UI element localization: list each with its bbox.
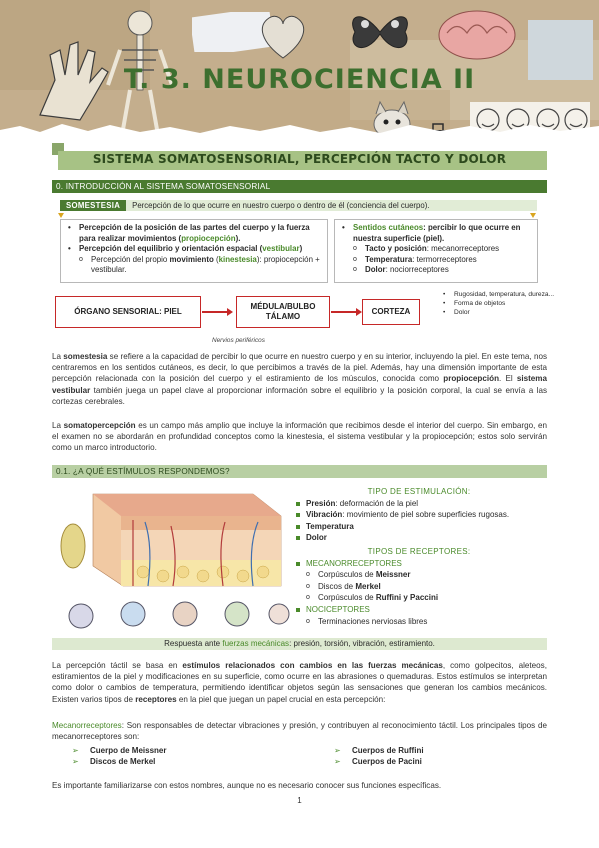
list-item: • Dolor xyxy=(440,308,554,317)
stimulation-types-title: TIPO DE ESTIMULACIÓN: xyxy=(367,487,471,496)
list-item: Temperatura xyxy=(294,521,544,533)
list-item: o Tacto y posición: mecanorreceptores xyxy=(341,244,531,255)
flow-box-line: MÉDULA/BULBO xyxy=(250,302,316,311)
somestesia-definition-bar xyxy=(60,200,537,211)
flow-arrow-icon xyxy=(202,311,228,313)
somestesia-label: SOMESTESIA xyxy=(60,200,126,211)
intro-heading: 0. INTRODUCCIÓN AL SISTEMA SOMATOSENSORIAL xyxy=(52,180,547,193)
page-number: 1 xyxy=(297,796,302,805)
receptor-types-title: TIPOS DE RECEPTORES: xyxy=(367,546,471,556)
stimuli-heading: 0.1. ¿A QUÉ ESTÍMULOS RESPONDEMOS? xyxy=(52,465,547,478)
list-item: ➢ Cuerpos de Ruffini xyxy=(332,745,532,756)
list-item: • Percepción del equilibrio y orientación espacial (vestibular) xyxy=(67,244,321,255)
header-collage xyxy=(0,0,599,142)
list-item: o Corpúsculos de Ruffini y Paccini xyxy=(294,592,544,604)
list-item: • Percepción de la posición de las partes del cuerpo y la fuerza para realizar movimientos (propiocepción). xyxy=(67,223,321,244)
flow-box-medula-talamo xyxy=(236,296,330,328)
list-item: o Terminaciones nerviosas libres xyxy=(294,616,544,628)
flow-box-piel: ÓRGANO SENSORIAL: PIEL xyxy=(55,296,201,328)
list-item: o Temperatura: termorreceptores xyxy=(341,255,531,266)
tactile-perception-paragraph: La percepción táctil se basa en estímulos relacionados con cambios en las fuerzas mecánicas, como golpecitos, aleteos, estiramientos de la piel y modificaciones en su superficie, como ocurre en las abrasiones o quemaduras. Estos estímulos se interpretan como dolor o cambios de temperatura, permitiendo identificar objetos según las sensaciones que generan los cambios mecánicos. Existen varios tipos de receptores en la piel que juegan un papel crucial en esta percepción: xyxy=(52,661,547,704)
heart-illustration xyxy=(255,8,310,63)
stimuli-types-list xyxy=(294,486,544,627)
corteza-perception-list xyxy=(440,290,554,318)
list-item: o Percepción del propio movimiento (kinestesia): propiocepción + vestibular. xyxy=(67,255,321,276)
list-item: o Dolor: nociorreceptores xyxy=(341,265,531,276)
list-item: Presión: deformación de la piel xyxy=(294,498,544,510)
nociceptores-label: NOCICEPTORES xyxy=(294,604,544,616)
list-item: • Forma de objetos xyxy=(440,299,554,308)
list-item: ➢ Discos de Merkel xyxy=(70,756,290,767)
torn-paper-edge xyxy=(0,116,599,142)
nervios-perifericos-label: Nervios periféricos xyxy=(212,337,265,344)
page-title: T. 3. NEUROCIENCIA II xyxy=(123,64,476,95)
propiocepcion-box xyxy=(60,219,328,283)
list-item: Dolor xyxy=(294,532,544,544)
butterfly-illustration xyxy=(345,2,415,62)
skin-receptors-illustration xyxy=(53,486,293,634)
arrow-down-icon xyxy=(58,213,64,218)
section-title-band xyxy=(52,143,547,173)
receptors-list-left xyxy=(70,745,290,767)
mecanorreceptores-paragraph: Mecanorreceptores: Son responsables de detectar vibraciones y presión, y contribuyen al reconocimiento táctil. Los principales tipos de mecanorreceptores son: xyxy=(52,721,547,742)
receptors-list-right xyxy=(332,745,532,767)
list-item: • Rugosidad, temperatura, dureza... xyxy=(440,290,554,299)
section-title: SISTEMA SOMATOSENSORIAL, PERCEPCIÓN TACTO Y DOLOR xyxy=(92,152,507,166)
sentidos-cutaneos-box xyxy=(334,219,538,283)
list-item: Vibración: movimiento de piel sobre superficies rugosas. xyxy=(294,509,544,521)
somestesia-definition: Percepción de lo que ocurre en nuestro cuerpo o dentro de él (conciencia del cuerpo). xyxy=(132,201,430,210)
list-item: ➢ Cuerpo de Meissner xyxy=(70,745,290,756)
list-item: ➢ Cuerpos de Pacini xyxy=(332,756,532,767)
brain-illustration xyxy=(435,5,520,65)
mechanical-forces-caption: Respuesta ante fuerzas mecánicas: presión, torsión, vibración, estiramiento. xyxy=(52,638,547,650)
list-item: • Sentidos cutáneos: percibir lo que ocurre en nuestra superficie (piel). xyxy=(341,223,531,244)
list-item: o Corpúsculos de Meissner xyxy=(294,569,544,581)
closing-paragraph: Es importante familiarizarse con estos nombres, aunque no es necesario conocer sus funciones específicas. xyxy=(52,781,442,790)
flow-box-line: TÁLAMO xyxy=(265,312,301,321)
list-item: o Discos de Merkel xyxy=(294,581,544,593)
flow-box-corteza: CORTEZA xyxy=(362,299,420,325)
somatopercepcion-paragraph: La somatopercepción es un campo más amplio que incluye la información que recibimos desde el interior del cuerpo. Sin embargo, en el examen no se abordarán en profundidad conceptos como la kinestesia, el sistema vestibular y la propiocepción; estos solo servirán como un marco introductorio. xyxy=(52,421,547,453)
arrow-down-icon xyxy=(530,213,536,218)
somestesia-paragraph: La somestesia se refiere a la capacidad de percibir lo que ocurre en nuestro cuerpo y en su interior, incluyendo la piel. En este tema, nos centraremos en los sentidos cutáneos, es decir, lo que percibimos a través de la piel. Además, hay una dimensión importante de esta percepción relacionada con la posición del cuerpo y el estiramiento de los músculos, conocida como propiocepción. El sistema vestibular también juega un papel clave al proporcionar información sobre el equilibrio y la posición corporal, la cual se envía a las cortezas cerebrales. xyxy=(52,352,547,406)
mecanorreceptores-label: MECANORRECEPTORES xyxy=(294,558,544,570)
flow-arrow-icon xyxy=(331,311,357,313)
